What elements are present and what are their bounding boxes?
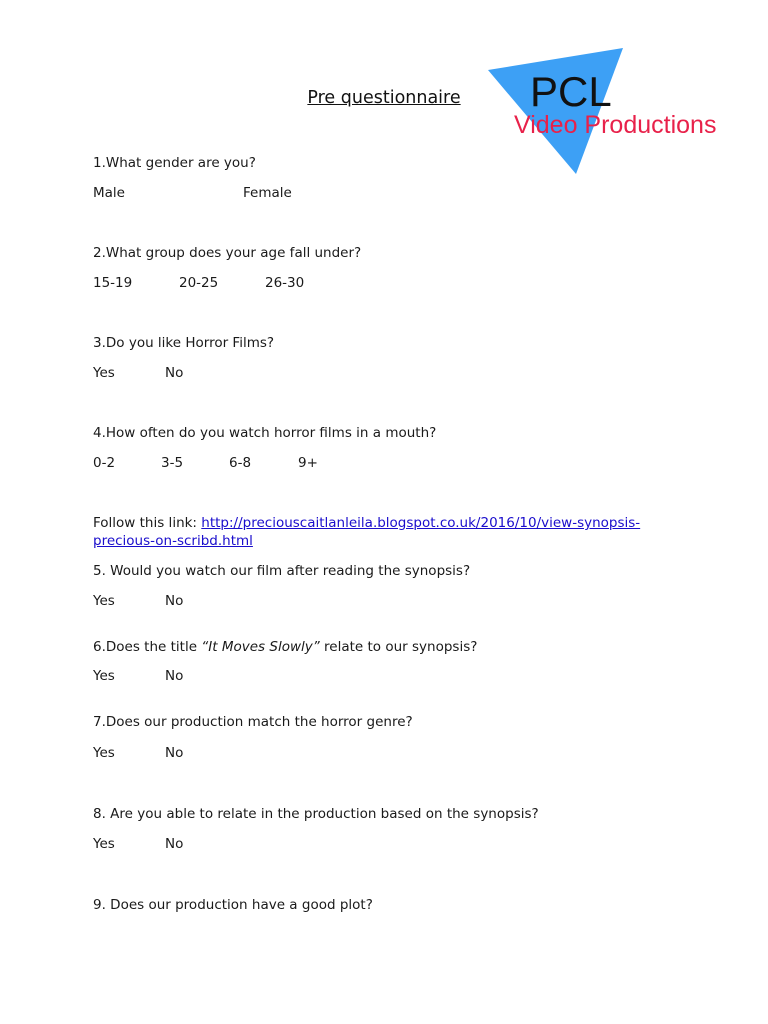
option-yes: Yes xyxy=(93,745,115,761)
synopsis-link-line-2: precious-on-scribd.html xyxy=(93,533,253,549)
question-3: 3.Do you like Horror Films? xyxy=(93,335,275,351)
logo-top-text: PCL xyxy=(530,68,612,115)
synopsis-link-line-1: http://preciouscaitlanleila.blogspot.co.uk/2016/10/view-synopsis- xyxy=(201,515,641,531)
option-3-5: 3-5 xyxy=(161,455,184,471)
question-8: 8. Are you able to relate in the production based on the synopsis? xyxy=(93,806,539,822)
option-male: Male xyxy=(93,185,125,201)
question-6-post: relate to our synopsis? xyxy=(319,639,478,655)
question-6-film-title: “It Moves Slowly” xyxy=(201,639,320,655)
option-no: No xyxy=(165,668,184,684)
synopsis-link-paragraph xyxy=(93,514,683,550)
option-yes: Yes xyxy=(93,365,115,381)
option-female: Female xyxy=(243,185,292,201)
option-yes: Yes xyxy=(93,836,115,852)
page-title: Pre questionnaire xyxy=(307,88,461,108)
option-0-2: 0-2 xyxy=(93,455,116,471)
question-9: 9. Does our production have a good plot? xyxy=(93,897,373,913)
option-20-25: 20-25 xyxy=(179,275,219,291)
option-9-plus: 9+ xyxy=(298,455,318,471)
option-no: No xyxy=(165,745,184,761)
option-6-8: 6-8 xyxy=(229,455,252,471)
question-1: 1.What gender are you? xyxy=(93,155,256,171)
option-no: No xyxy=(165,593,184,609)
question-2: 2.What group does your age fall under? xyxy=(93,245,362,261)
option-yes: Yes xyxy=(93,593,115,609)
option-yes: Yes xyxy=(93,668,115,684)
option-no: No xyxy=(165,365,184,381)
logo-bottom-text: Video Productions xyxy=(514,111,717,139)
pcl-logo-graphic xyxy=(484,44,746,178)
option-26-30: 26-30 xyxy=(265,275,305,291)
option-no: No xyxy=(165,836,184,852)
question-6-pre: 6.Does the title xyxy=(93,639,202,655)
question-4: 4.How often do you watch horror films in a mouth? xyxy=(93,425,437,441)
question-6 xyxy=(93,639,477,655)
question-5: 5. Would you watch our film after reading the synopsis? xyxy=(93,563,471,579)
option-15-19: 15-19 xyxy=(93,275,133,291)
link-label: Follow this link: xyxy=(93,515,202,531)
question-7: 7.Does our production match the horror genre? xyxy=(93,714,413,730)
pcl-logo xyxy=(484,44,746,178)
